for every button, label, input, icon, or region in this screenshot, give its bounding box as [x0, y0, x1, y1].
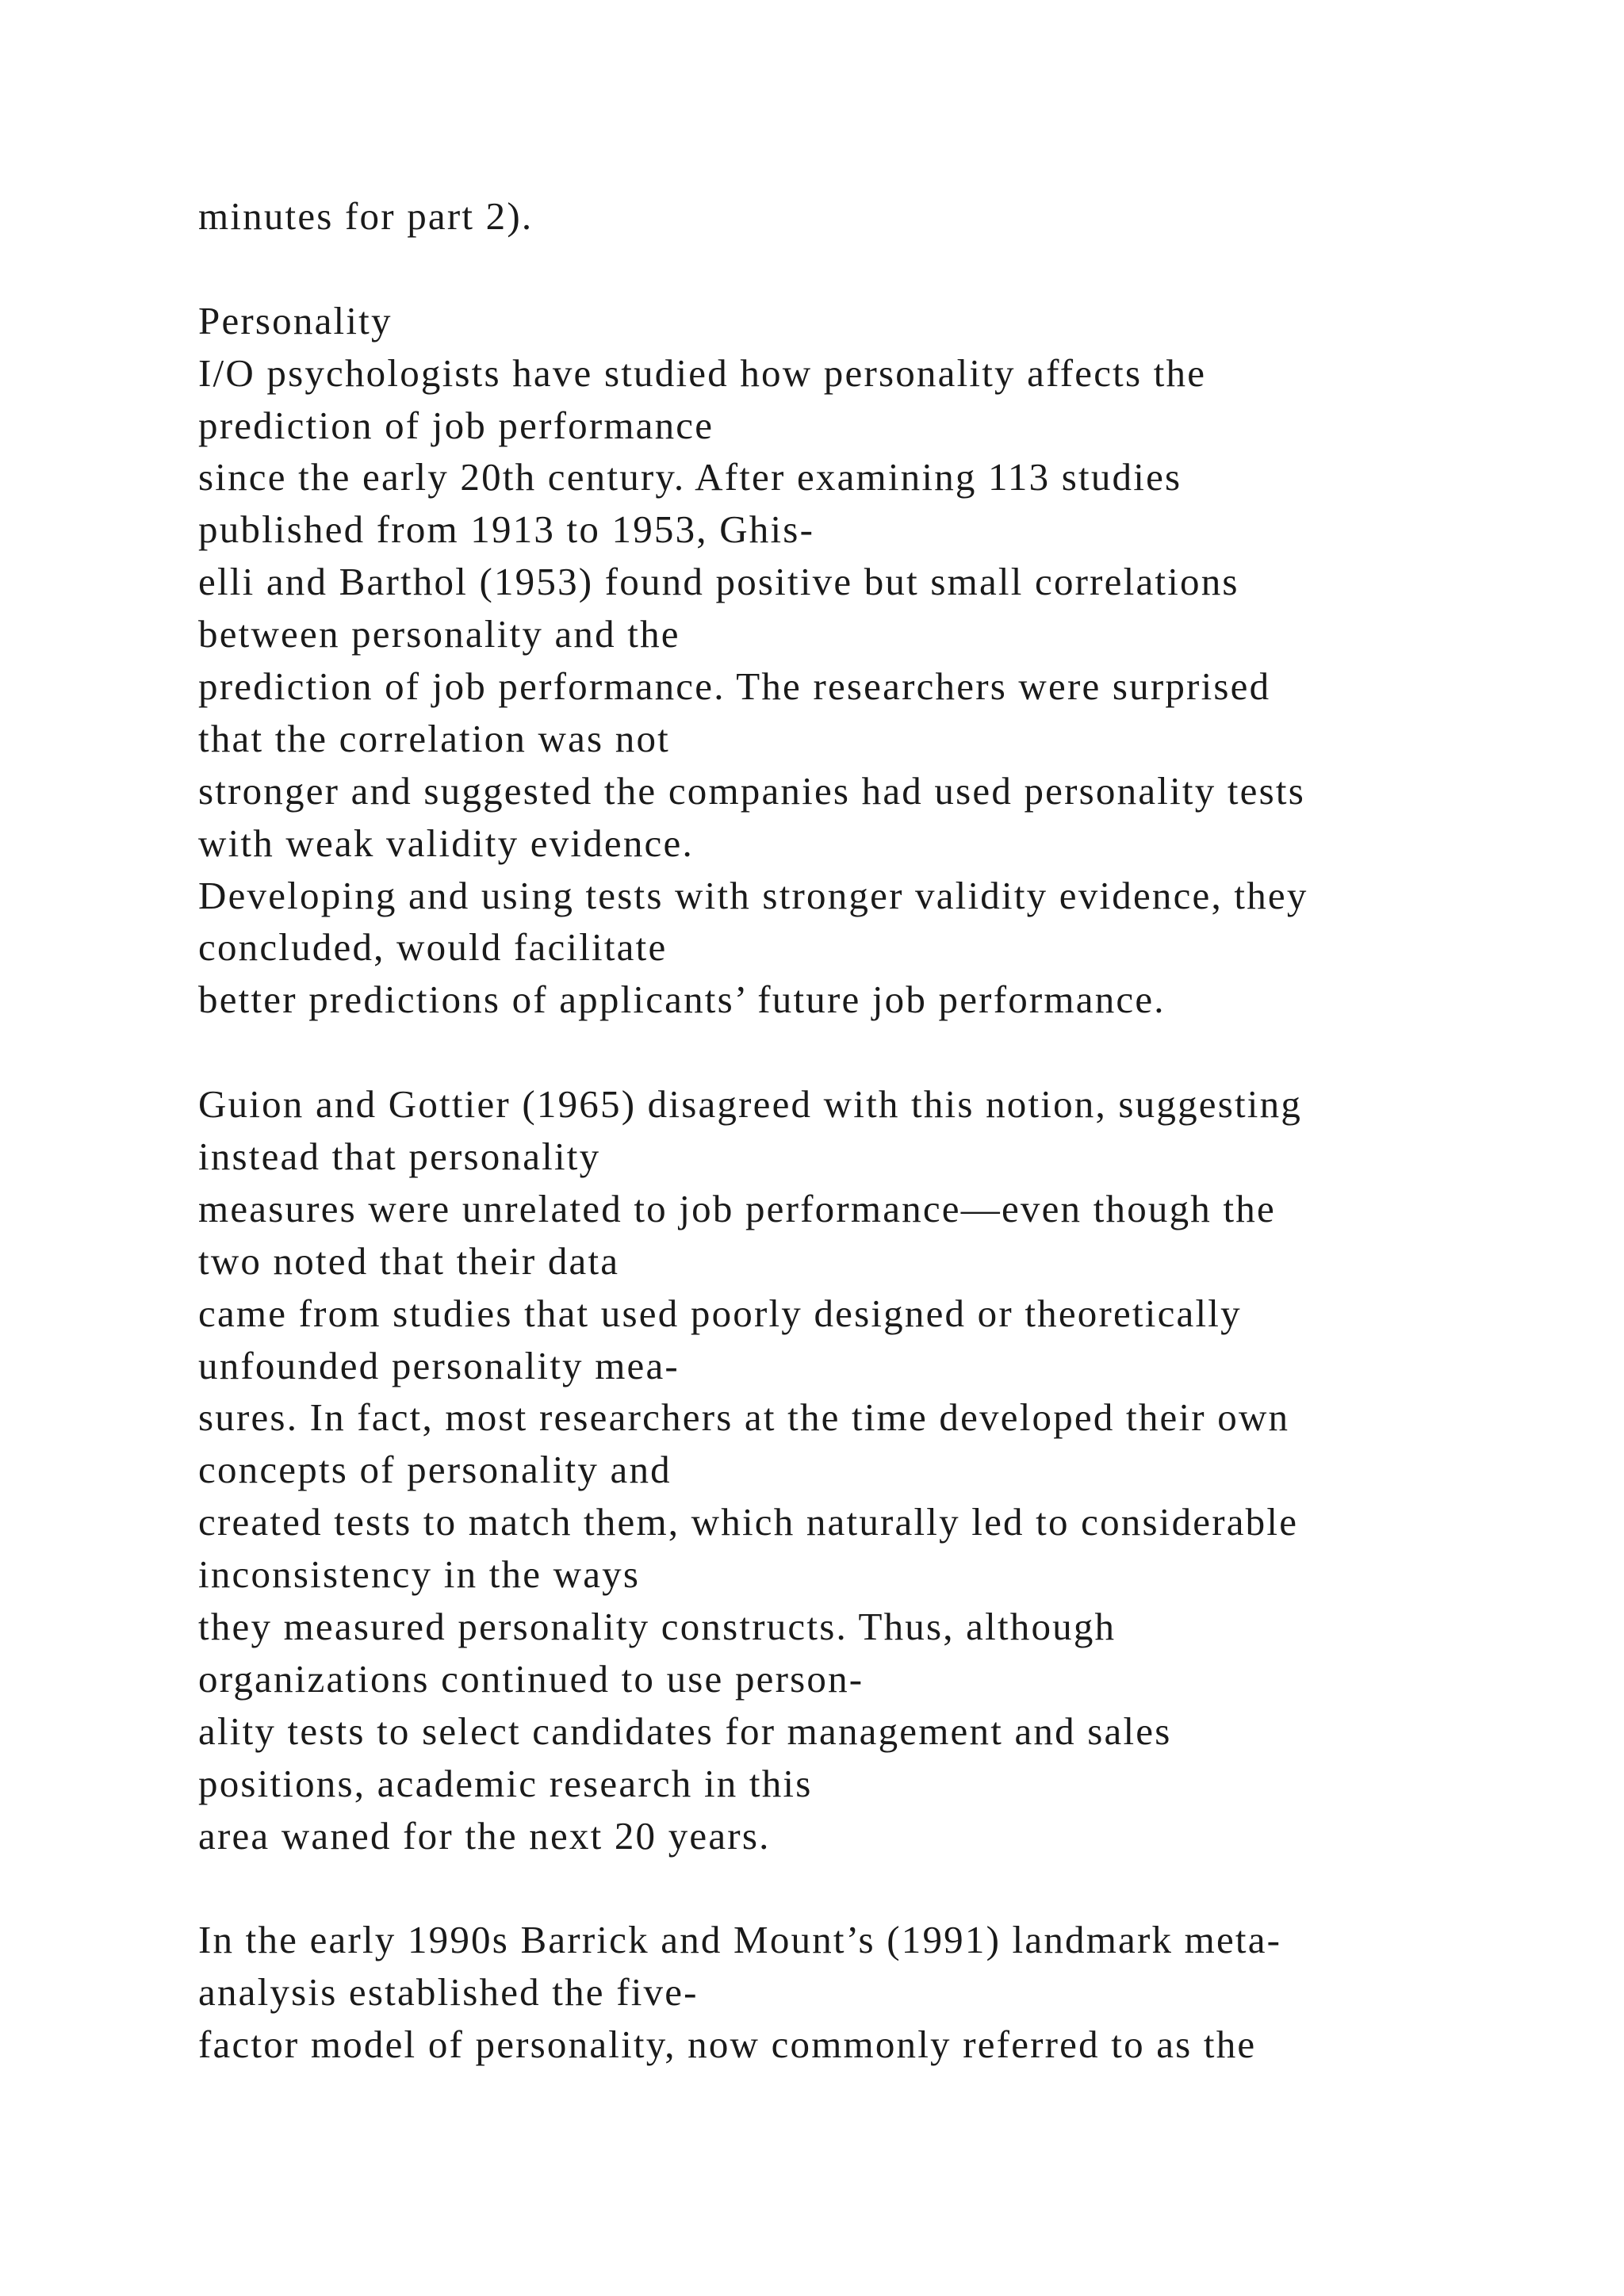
text-line: created tests to match them, which naturally led to considerable [198, 1500, 1299, 1544]
blank-line [198, 1862, 1546, 1915]
text-line: came from studies that used poorly designed or theoretically [198, 1291, 1242, 1335]
text-line: stronger and suggested the companies had used personality tests [198, 768, 1305, 813]
text-line: with weak validity evidence. [198, 821, 694, 865]
text-line: they measured personality constructs. Thus, although [198, 1605, 1116, 1649]
text-line: analysis established the five- [198, 1970, 699, 2015]
text-line: published from 1913 to 1953, Ghis- [198, 507, 815, 552]
text-line: measures were unrelated to job performance—even though the [198, 1186, 1276, 1230]
text-line: elli and Barthol (1953) found positive but small correlations [198, 560, 1239, 604]
text-line: since the early 20th century. After examining 113 studies [198, 455, 1182, 499]
text-line: sures. In fact, most researchers at the time developed their own [198, 1395, 1290, 1440]
text-line: minutes for part 2). [198, 194, 534, 238]
section-heading: Personality [198, 298, 393, 342]
text-line: factor model of personality, now commonly referred to as the [198, 2022, 1257, 2067]
text-line: prediction of job performance. The researchers were surprised [198, 664, 1271, 709]
text-line: area waned for the next 20 years. [198, 1813, 771, 1858]
blank-line [198, 243, 1546, 295]
text-line: that the correlation was not [198, 716, 670, 760]
text-line: concepts of personality and [198, 1448, 672, 1492]
text-line: positions, academic research in this [198, 1761, 813, 1805]
document-body [198, 190, 1546, 2071]
text-line: between personality and the [198, 612, 680, 656]
text-line: organizations continued to use person- [198, 1656, 864, 1701]
blank-line [198, 1026, 1546, 1078]
text-line: two noted that their data [198, 1238, 620, 1283]
text-line: concluded, would facilitate [198, 925, 668, 970]
text-line: Guion and Gottier (1965) disagreed with this notion, suggesting [198, 1082, 1303, 1127]
text-line: prediction of job performance [198, 403, 714, 447]
text-line: inconsistency in the ways [198, 1552, 641, 1597]
text-line: In the early 1990s Barrick and Mount’s (1991) landmark meta- [198, 1918, 1282, 1962]
text-line: instead that personality [198, 1135, 601, 1179]
text-line: Developing and using tests with stronger validity evidence, they [198, 873, 1308, 917]
text-line: ality tests to select candidates for management and sales [198, 1709, 1172, 1753]
text-line: better predictions of applicants’ future job performance. [198, 978, 1166, 1022]
text-line: I/O psychologists have studied how personality affects the [198, 350, 1207, 395]
text-line: unfounded personality mea- [198, 1343, 680, 1387]
